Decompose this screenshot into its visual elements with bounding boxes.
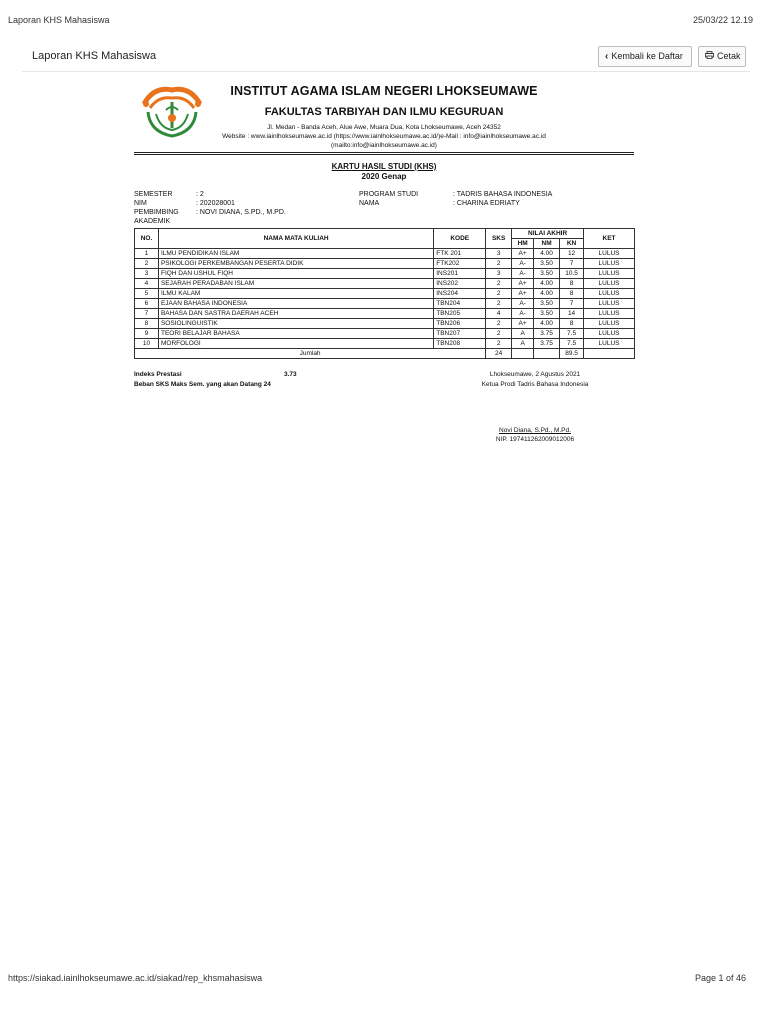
faculty-name: FAKULTAS TARBIYAH DAN ILMU KEGURUAN: [264, 106, 504, 118]
name-value: : CHARINA EDRIATY: [453, 200, 520, 207]
cell-sks: 4: [486, 309, 512, 319]
student-info-right: [359, 190, 552, 208]
header-kn: KN: [560, 239, 584, 249]
cell-sks: 2: [486, 329, 512, 339]
cell-hm: A+: [512, 279, 534, 289]
cell-nm: 4.00: [534, 289, 560, 299]
header-sks: SKS: [486, 229, 512, 249]
table-row: [135, 249, 635, 259]
total-label: Jumlah: [135, 349, 486, 359]
cell-course: MORFOLOGI: [158, 339, 433, 349]
cell-no: 7: [135, 309, 159, 319]
grade-rows: [135, 249, 635, 349]
cell-ket: LULUS: [584, 309, 635, 319]
institution-email: (mailto:info@iainlhokseumawe.ac.id): [331, 142, 437, 149]
print-footer: [8, 973, 746, 987]
cell-course: EJAAN BAHASA INDONESIA: [158, 299, 433, 309]
header-no: NO.: [135, 229, 159, 249]
cell-sks: 3: [486, 269, 512, 279]
cell-hm: A-: [512, 309, 534, 319]
table-row: [135, 339, 635, 349]
cell-no: 3: [135, 269, 159, 279]
cell-course: SEJARAH PERADABAN ISLAM: [158, 279, 433, 289]
print-header-datetime: 25/03/22 12.19: [692, 15, 753, 25]
cell-sks: 2: [486, 319, 512, 329]
gpa-value: 3.73: [284, 371, 297, 378]
cell-course: SOSIOLINGUISTIK: [158, 319, 433, 329]
total-row: [135, 349, 635, 359]
report-title: Laporan KHS Mahasiswa: [32, 50, 157, 62]
cell-nm: 3.50: [534, 269, 560, 279]
cell-hm: A+: [512, 289, 534, 299]
cell-sks: 3: [486, 249, 512, 259]
cell-no: 4: [135, 279, 159, 289]
cell-nm: 3.50: [534, 259, 560, 269]
cell-nm: 3.50: [534, 299, 560, 309]
print-button[interactable]: [698, 46, 746, 67]
signatory-name: Novi Diana, S.Pd., M.Pd.: [499, 427, 571, 434]
cell-nm: 4.00: [534, 319, 560, 329]
print-header: [8, 15, 753, 29]
name-label: NAMA: [359, 200, 380, 207]
cell-hm: A: [512, 329, 534, 339]
cell-nm: 3.75: [534, 339, 560, 349]
cell-code: INS202: [434, 279, 486, 289]
cell-kn: 12: [560, 249, 584, 259]
cell-kn: 7: [560, 299, 584, 309]
semester-value: : 2: [196, 191, 204, 198]
cell-sks: 2: [486, 339, 512, 349]
institution-header: [212, 84, 556, 150]
cell-kn: 7: [560, 259, 584, 269]
cell-ket: LULUS: [584, 329, 635, 339]
cell-ket: LULUS: [584, 339, 635, 349]
back-to-list-label: Kembali ke Daftar: [611, 51, 683, 61]
cell-kn: 8: [560, 319, 584, 329]
printer-icon: [705, 47, 714, 66]
print-footer-page: Page 1 of 46: [694, 973, 746, 983]
cell-code: TBN204: [434, 299, 486, 309]
signatory: [470, 426, 600, 444]
cell-ket: LULUS: [584, 249, 635, 259]
advisor-label: PEMBIMBING AKADEMIK: [134, 209, 179, 225]
cell-ket: LULUS: [584, 299, 635, 309]
cell-kn: 8: [560, 289, 584, 299]
table-row: [135, 259, 635, 269]
nim-label: NIM: [134, 200, 147, 207]
cell-no: 5: [135, 289, 159, 299]
total-sks: 24: [486, 349, 512, 359]
cell-nm: 3.50: [534, 309, 560, 319]
cell-code: INS204: [434, 289, 486, 299]
cell-sks: 2: [486, 289, 512, 299]
cell-no: 10: [135, 339, 159, 349]
cell-course: ILMU KALAM: [158, 289, 433, 299]
institution-logo: [136, 82, 208, 142]
table-row: [135, 269, 635, 279]
chevron-left-icon: ‹: [605, 51, 609, 62]
table-row: [135, 289, 635, 299]
semester-label: SEMESTER: [134, 191, 173, 198]
header-course: NAMA MATA KULIAH: [158, 229, 433, 249]
gpa-label: Indeks Prestasi: [134, 371, 182, 378]
cell-course: PSIKOLOGI PERKEMBANGAN PESERTA DIDIK: [158, 259, 433, 269]
print-header-title: Laporan KHS Mahasiswa: [8, 15, 110, 25]
header-final-grade: NILAI AKHIR: [512, 229, 584, 239]
signature-block: [470, 370, 600, 390]
institution-name: INSTITUT AGAMA ISLAM NEGERI LHOKSEUMAWE: [230, 84, 538, 98]
cell-sks: 2: [486, 279, 512, 289]
cell-no: 1: [135, 249, 159, 259]
program-label: PROGRAM STUDI: [359, 191, 419, 198]
cell-code: TBN208: [434, 339, 486, 349]
cell-no: 8: [135, 319, 159, 329]
cell-code: TBN205: [434, 309, 486, 319]
cell-course: FIQH DAN USHUL FIQH: [158, 269, 433, 279]
cell-hm: A: [512, 339, 534, 349]
table-row: [135, 279, 635, 289]
header-code: KODE: [434, 229, 486, 249]
cell-hm: A+: [512, 249, 534, 259]
cell-hm: A-: [512, 259, 534, 269]
nim-value: : 202028001: [196, 200, 235, 207]
cell-code: FTK202: [434, 259, 486, 269]
cell-nm: 4.00: [534, 279, 560, 289]
khs-period: 2020 Genap: [361, 172, 407, 181]
table-row: [135, 319, 635, 329]
advisor-value: : NOVI DIANA, S.PD., M.PD.: [196, 209, 286, 216]
print-footer-url: https://siakad.iainlhokseumawe.ac.id/siakad/rep_khsmahasiswa: [8, 973, 263, 983]
cell-nm: 4.00: [534, 249, 560, 259]
cell-course: TEORI BELAJAR BAHASA: [158, 329, 433, 339]
cell-hm: A+: [512, 319, 534, 329]
cell-kn: 7.5: [560, 329, 584, 339]
header-hm: HM: [512, 239, 534, 249]
document-title: [134, 162, 634, 181]
signature-place-date: Lhokseumawe, 2 Agustus 2021: [489, 371, 581, 378]
cell-nm: 3.75: [534, 329, 560, 339]
cell-hm: A-: [512, 269, 534, 279]
cell-code: FTK 201: [434, 249, 486, 259]
table-row: [135, 329, 635, 339]
cell-code: INS201: [434, 269, 486, 279]
cell-no: 6: [135, 299, 159, 309]
header-ket: KET: [584, 229, 635, 249]
cell-course: BAHASA DAN SASTRA DAERAH ACEH: [158, 309, 433, 319]
header-divider: [134, 152, 634, 153]
cell-kn: 14: [560, 309, 584, 319]
signatory-nip: NIP. 197411262009012006: [495, 436, 575, 443]
cell-kn: 10.5: [560, 269, 584, 279]
program-value: : TADRIS BAHASA INDONESIA: [453, 191, 553, 198]
header-nm: NM: [534, 239, 560, 249]
cell-ket: LULUS: [584, 279, 635, 289]
cell-ket: LULUS: [584, 319, 635, 329]
cell-no: 9: [135, 329, 159, 339]
back-to-list-button[interactable]: [598, 46, 692, 67]
cell-code: TBN206: [434, 319, 486, 329]
table-row: [135, 309, 635, 319]
table-row: [135, 299, 635, 309]
cell-no: 2: [135, 259, 159, 269]
cell-ket: LULUS: [584, 289, 635, 299]
cell-kn: 8: [560, 279, 584, 289]
report-toolbar: [22, 42, 750, 72]
cell-ket: LULUS: [584, 269, 635, 279]
grade-summary: [134, 370, 297, 390]
next-semester-load: Beban SKS Maks Sem. yang akan Datang 24: [134, 381, 271, 388]
cell-ket: LULUS: [584, 259, 635, 269]
cell-course: ILMU PENDIDIKAN ISLAM: [158, 249, 433, 259]
cell-sks: 2: [486, 259, 512, 269]
student-info-left: [134, 190, 286, 226]
institution-website: Website : www.iainlhokseumawe.ac.id (https://www.iainlhokseumawe.ac.id/)e-Mail : info@iainlhokseumawe.ac.id: [222, 133, 546, 140]
header-divider-thin: [134, 154, 634, 155]
print-label: Cetak: [717, 51, 741, 61]
cell-hm: A-: [512, 299, 534, 309]
institution-address: Jl. Medan - Banda Aceh, Alue Awe, Muara Dua, Kota Lhokseumawe, Aceh 24352: [267, 124, 501, 131]
khs-title: KARTU HASIL STUDI (KHS): [331, 162, 437, 171]
grades-table: [134, 228, 635, 359]
cell-code: TBN207: [434, 329, 486, 339]
cell-kn: 7.5: [560, 339, 584, 349]
signature-role: Ketua Prodi Tadris Bahasa Indonesia: [481, 381, 589, 388]
cell-sks: 2: [486, 299, 512, 309]
total-kn: 89.5: [560, 349, 584, 359]
